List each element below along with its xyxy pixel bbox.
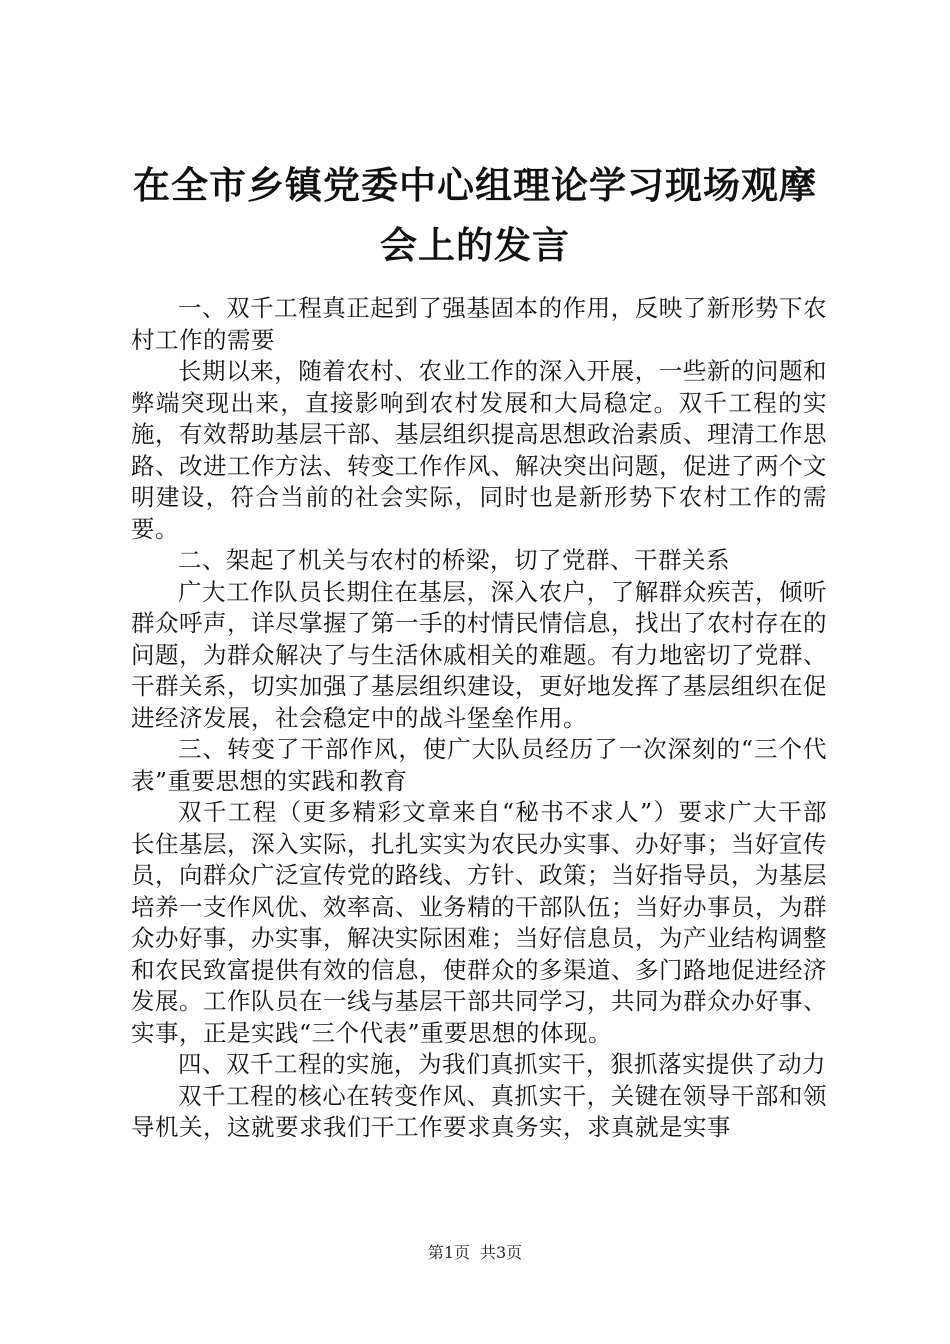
- section-heading-2: 二、架起了机关与农村的桥梁，切了党群、干群关系: [178, 546, 730, 574]
- page-total: 共3页: [480, 1243, 523, 1262]
- section-heading-1: 一、双千工程真正起到了强基固本的作用，反映了新形势下农村工作的需要: [131, 294, 827, 354]
- document-title: 在全市乡镇党委中心组理论学习现场观摩会上的发言: [133, 164, 817, 267]
- section-heading-3: 三、转变了干部作风，使广大队员经历了一次深刻的“三个代表”重要思想的实践和教育: [131, 735, 827, 795]
- page-footer: [0, 1243, 950, 1263]
- document-body: [131, 293, 827, 1144]
- body-paragraph-2: 广大工作队员长期住在基层，深入农户，了解群众疾苦，倾听群众呼声，详尽掌握了第一手的村情民情信息，找出了农村存在的问题，为群众解决了与生活休戚相关的难题。有力地密切了党群、干群关系，切实加强了基层组织建设，更好地发挥了基层组织在促进经济发展，社会稳定中的战斗堡垒作用。: [131, 577, 827, 732]
- section-heading-4: 四、双千工程的实施，为我们真抓实干，狠抓落实提供了动力: [178, 1050, 826, 1078]
- page-number: 第1页: [427, 1243, 470, 1262]
- body-paragraph-1: 长期以来，随着农村、农业工作的深入开展，一些新的问题和弊端突现出来，直接影响到农村发展和大局稳定。双千工程的实施，有效帮助基层干部、基层组织提高思想政治素质、理清工作思路、改进工作方法、转变工作作风、解决突出问题，促进了两个文明建设，符合当前的社会实际，同时也是新形势下农村工作的需要。: [131, 357, 827, 543]
- body-paragraph-4: 双千工程的核心在转变作风、真抓实干，关键在领导干部和领导机关，这就要求我们干工作要求真务实，求真就是实事: [131, 1081, 827, 1141]
- body-paragraph-3: 双千工程（更多精彩文章来自“秘书不求人”）要求广大干部长住基层，深入实际，扎扎实实为农民办实事、办好事；当好宣传员，向群众广泛宣传党的路线、方针、政策；当好指导员，为基层培养一支作风优、效率高、业务精的干部队伍；当好办事员，为群众办好事，办实事，解决实际困难；当好信息员，为产业结构调整和农民致富提供有效的信息，使群众的多渠道、多门路地促进经济发展。工作队员在一线与基层干部共同学习，共同为群众办好事、实事，正是实践“三个代表”重要思想的体现。: [131, 798, 827, 1047]
